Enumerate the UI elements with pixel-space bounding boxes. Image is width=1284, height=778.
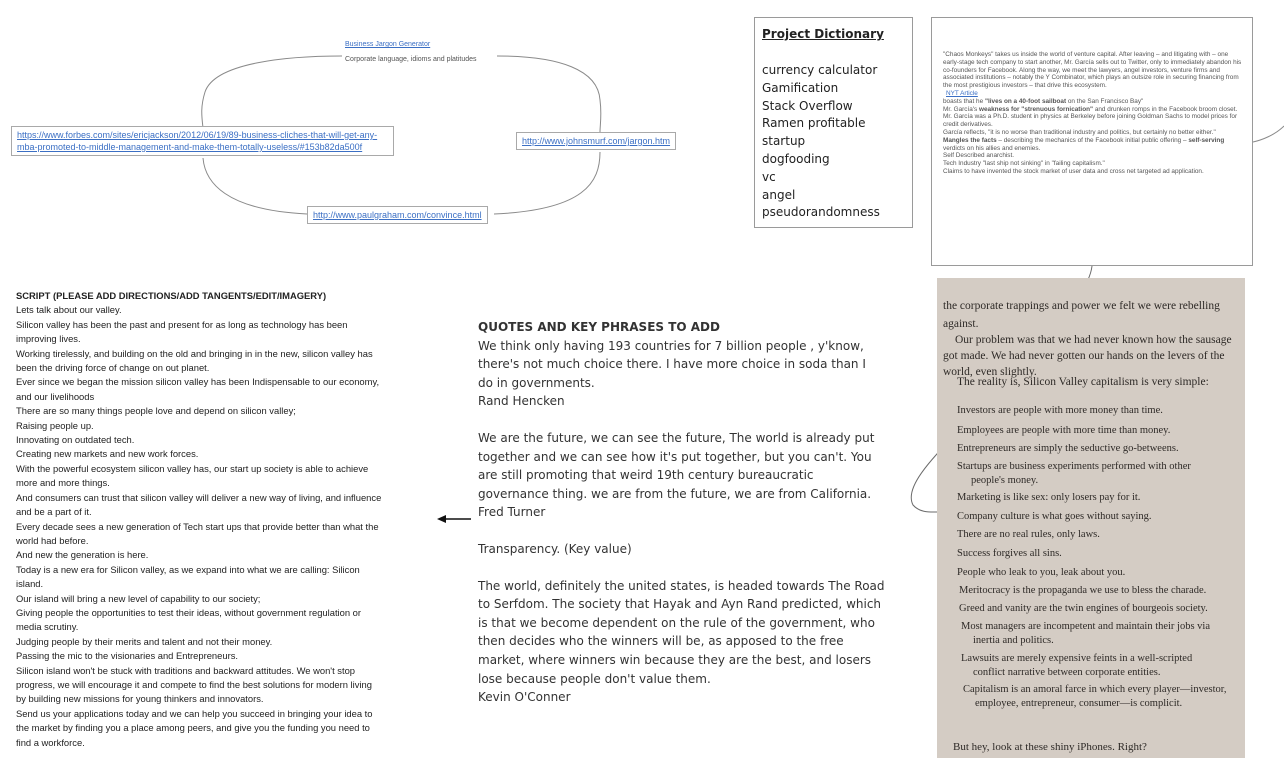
article-tech-industry: Tech Industry "last ship not sinking" in "failing capitalism." xyxy=(943,160,1105,168)
nyt-article-link[interactable]: NYT Article xyxy=(946,89,978,97)
book-line: Capitalism is an amoral farce in which every player—investor, xyxy=(963,684,1227,695)
book-line: There are no real rules, only laws. xyxy=(957,529,1100,540)
forbes-link[interactable]: https://www.forbes.com/sites/ericjackson/2012/06/19/89-business-cliches-that-will-get-any-mba-promoted-to-middle-management-and-make-them-totally-useless/#153b82da500f xyxy=(17,130,378,152)
quote-fred: We are the future, we can see the future, The world is already put together and we can see how it's put together, but you can't. You are still promoting that weird 19th century bureaucratic governance thing. we are from the future, we are from California. Fred Turner xyxy=(478,429,888,522)
arrow-left-icon xyxy=(437,515,471,523)
script-line: media scrutiny. xyxy=(16,621,79,633)
book-line: The reality is, Silicon Valley capitalism is very simple: xyxy=(957,376,1209,388)
script-line: progress, we will encourage it and compete to find the best solutions for modern living xyxy=(16,678,372,690)
script-line: world had before. xyxy=(16,534,89,546)
script-line: the market by finding you a place among peers, and give you the funding you need to xyxy=(16,722,370,734)
book-line: Investors are people with more money than time. xyxy=(957,405,1163,416)
book-line: Company culture is what goes without saying. xyxy=(957,511,1152,522)
script-line: Every decade sees a new generation of Tech start ups that provide better than what the xyxy=(16,520,379,532)
book-line: People who leak to you, leak about you. xyxy=(957,567,1126,578)
forbes-link-box[interactable] xyxy=(11,126,394,156)
script-text-block xyxy=(16,289,436,750)
book-line: Greed and vanity are the twin engines of bourgeois society. xyxy=(959,603,1208,614)
article-mangles: Mangles the facts – describing the mechanics of the Facebook initial public offering – self-serving verdicts on his allies and enemies. xyxy=(943,136,1225,152)
quote-author: Fred Turner xyxy=(478,505,546,520)
book-line: Meritocracy is the propaganda we use to bless the charade. xyxy=(959,585,1207,596)
book-line: Lawsuits are merely expensive feints in a well-scripted xyxy=(961,653,1193,664)
dictionary-item: Stack Overflow xyxy=(762,98,853,113)
script-line: Passing the mic to the visionaries and Entrepreneurs. xyxy=(16,650,238,662)
article-reflects: García reflects, "it is no worse than traditional industry and politics, but certainly no better either." xyxy=(943,128,1216,136)
dictionary-item: vc xyxy=(762,169,776,184)
script-line: And new the generation is here. xyxy=(16,549,149,561)
script-line: With the powerful ecosystem silicon valley has, our start up society is able to achieve xyxy=(16,462,369,474)
script-line: Innovating on outdated tech. xyxy=(16,434,135,446)
script-line: island. xyxy=(16,578,44,590)
script-line: There are so many things people love and depend on silicon valley; xyxy=(16,405,296,417)
article-weakness: Mr. García's weakness for "strenuous fornication" and drunken romps in the Facebook broom closet. xyxy=(943,105,1238,113)
jargon-generator-subtitle: Corporate language, idioms and platitudes xyxy=(345,56,477,63)
script-line: been the driving force of change on out planet. xyxy=(16,362,210,374)
script-line: Ever since we began the mission silicon valley has been Indispensable to our economy, xyxy=(16,376,380,388)
script-line: and be a part of it. xyxy=(16,506,92,518)
book-line: the corporate trappings and power we felt we were rebelling xyxy=(943,300,1220,312)
book-line: Most managers are incompetent and maintain their jobs via xyxy=(961,621,1211,632)
jargon-generator-node xyxy=(345,41,495,63)
article-phd: Mr. García was a Ph.D. student in physics at Berkeley before joining Goldman Sachs to model prices for credit derivatives. xyxy=(943,113,1238,129)
book-line: Employees are people with more time than money. xyxy=(957,425,1171,436)
script-line: Lets talk about our valley. xyxy=(16,304,122,316)
quote-transparency: Transparency. (Key value) xyxy=(478,541,632,556)
script-line: Silicon valley has been the past and present for as long as technology has been xyxy=(16,318,348,330)
script-line: Creating new markets and new work forces. xyxy=(16,448,199,460)
script-line: find a workforce. xyxy=(16,736,85,748)
quote-rand: We think only having 193 countries for 7 billion people , y'know, there's not much choice there. I have more choice in soda than I do in governments. Rand Hencken xyxy=(478,337,888,411)
book-line: Startups are business experiments performed with other xyxy=(957,461,1191,472)
book-line: But hey, look at these shiny iPhones. Right? xyxy=(953,741,1147,753)
quote-author: Kevin O'Conner xyxy=(478,690,571,705)
quotes-heading: QUOTES AND KEY PHRASES TO ADD xyxy=(478,320,720,334)
script-line: improving lives. xyxy=(16,333,81,345)
dictionary-item: startup xyxy=(762,134,806,149)
book-line: Our problem was that we had never known how the sausage xyxy=(955,334,1232,346)
script-line: And consumers can trust that silicon valley will deliver a new way of living, and influence xyxy=(16,491,382,503)
dictionary-item: angel xyxy=(762,187,796,202)
dictionary-list xyxy=(762,62,880,222)
quote-kevin: The world, definitely the united states, is headed towards The Road to Serfdom. The society that Hayak and Ayn Rand predicted, which is that we become dependent on the rule of the government, who then decides who the winners will be, as apposed to the free market, where winners win because they are the best, and losers lose because people don't value them. Kevin O'Conner xyxy=(478,577,888,707)
dictionary-item: dogfooding xyxy=(762,151,830,166)
article-claims: Claims to have invented the stock market of user data and cross net targeted ad application. xyxy=(943,167,1204,175)
script-line: more and more things. xyxy=(16,477,110,489)
script-line: Raising people up. xyxy=(16,419,94,431)
project-dictionary-card xyxy=(754,17,913,228)
book-line: Success forgives all sins. xyxy=(957,548,1062,559)
article-anarchist: Self Described anarchist. xyxy=(943,152,1015,160)
script-line: by building new missions for young thinkers and innovators. xyxy=(16,693,264,705)
book-line: people's money. xyxy=(971,475,1039,486)
script-heading: SCRIPT (PLEASE ADD DIRECTIONS/ADD TANGENTS/EDIT/IMAGERY) xyxy=(16,290,327,301)
book-line: against. xyxy=(943,318,979,330)
script-line: and our livelihoods xyxy=(16,390,95,402)
dictionary-title: Project Dictionary xyxy=(762,27,884,41)
johnsmurf-link[interactable]: http://www.johnsmurf.com/jargon.htm xyxy=(522,136,671,146)
book-line: inertia and politics. xyxy=(973,635,1054,646)
quotes-block xyxy=(478,318,888,707)
dictionary-item: Ramen profitable xyxy=(762,116,866,131)
quote-author: Rand Hencken xyxy=(478,394,565,409)
paulgraham-link-box[interactable] xyxy=(307,206,488,224)
script-line: Working tirelessly, and building on the old and bringing in in the new, silicon valley has xyxy=(16,347,373,359)
book-line: world, even slightly. xyxy=(943,366,1037,378)
script-line: Judging people by their merits and talent and not their money. xyxy=(16,635,273,647)
dictionary-item: pseudorandomness xyxy=(762,205,880,220)
book-line: got made. We had never gotten our hands on the levers of the xyxy=(943,350,1225,362)
johnsmurf-link-box[interactable] xyxy=(516,132,676,150)
dictionary-item: currency calculator xyxy=(762,63,878,77)
article-notes-card xyxy=(931,17,1253,266)
book-line: Entrepreneurs are simply the seductive go-betweens. xyxy=(957,443,1179,454)
article-intro: "Chaos Monkeys" takes us inside the world of venture capital. After leaving – and litigating with – one early-stage tech company to start another, Mr. García sells out to Twitter, only to immediately abandon his co-founders for Facebook. Along the way, we meet the lawyers, angel investors, venture firms and associated institutions – notably the Y Combinator, which plays an outsize role in securing financing from the most prestigious investors – that drive this ecosystem. xyxy=(943,51,1242,90)
script-line: Our island will bring a new level of capability to our society; xyxy=(16,592,261,604)
book-page-photo xyxy=(937,278,1245,758)
script-line: Giving people the opportunities to test their ideas, without government regulation or xyxy=(16,606,361,618)
script-line: Silicon island won't be stuck with traditions and backward attitudes. We won't stop xyxy=(16,664,355,676)
paulgraham-link[interactable]: http://www.paulgraham.com/convince.html xyxy=(313,210,482,220)
book-line: employee, entrepreneur, consumer—is complicit. xyxy=(975,698,1183,709)
article-boasts: boasts that he "lives on a 40-foot sailboat on the San Francisco Bay" xyxy=(943,97,1144,105)
script-line: Today is a new era for Silicon valley, as we expand into what we are calling: Silicon xyxy=(16,563,360,575)
book-line: Marketing is like sex: only losers pay for it. xyxy=(957,492,1141,503)
jargon-generator-link[interactable]: Business Jargon Generator xyxy=(345,41,431,48)
script-lines xyxy=(16,303,436,750)
dictionary-item: Gamification xyxy=(762,80,839,95)
book-line: conflict narrative between corporate entities. xyxy=(973,667,1161,678)
script-line: Send us your applications today and we can help you succeed in bringing your idea to xyxy=(16,707,373,719)
